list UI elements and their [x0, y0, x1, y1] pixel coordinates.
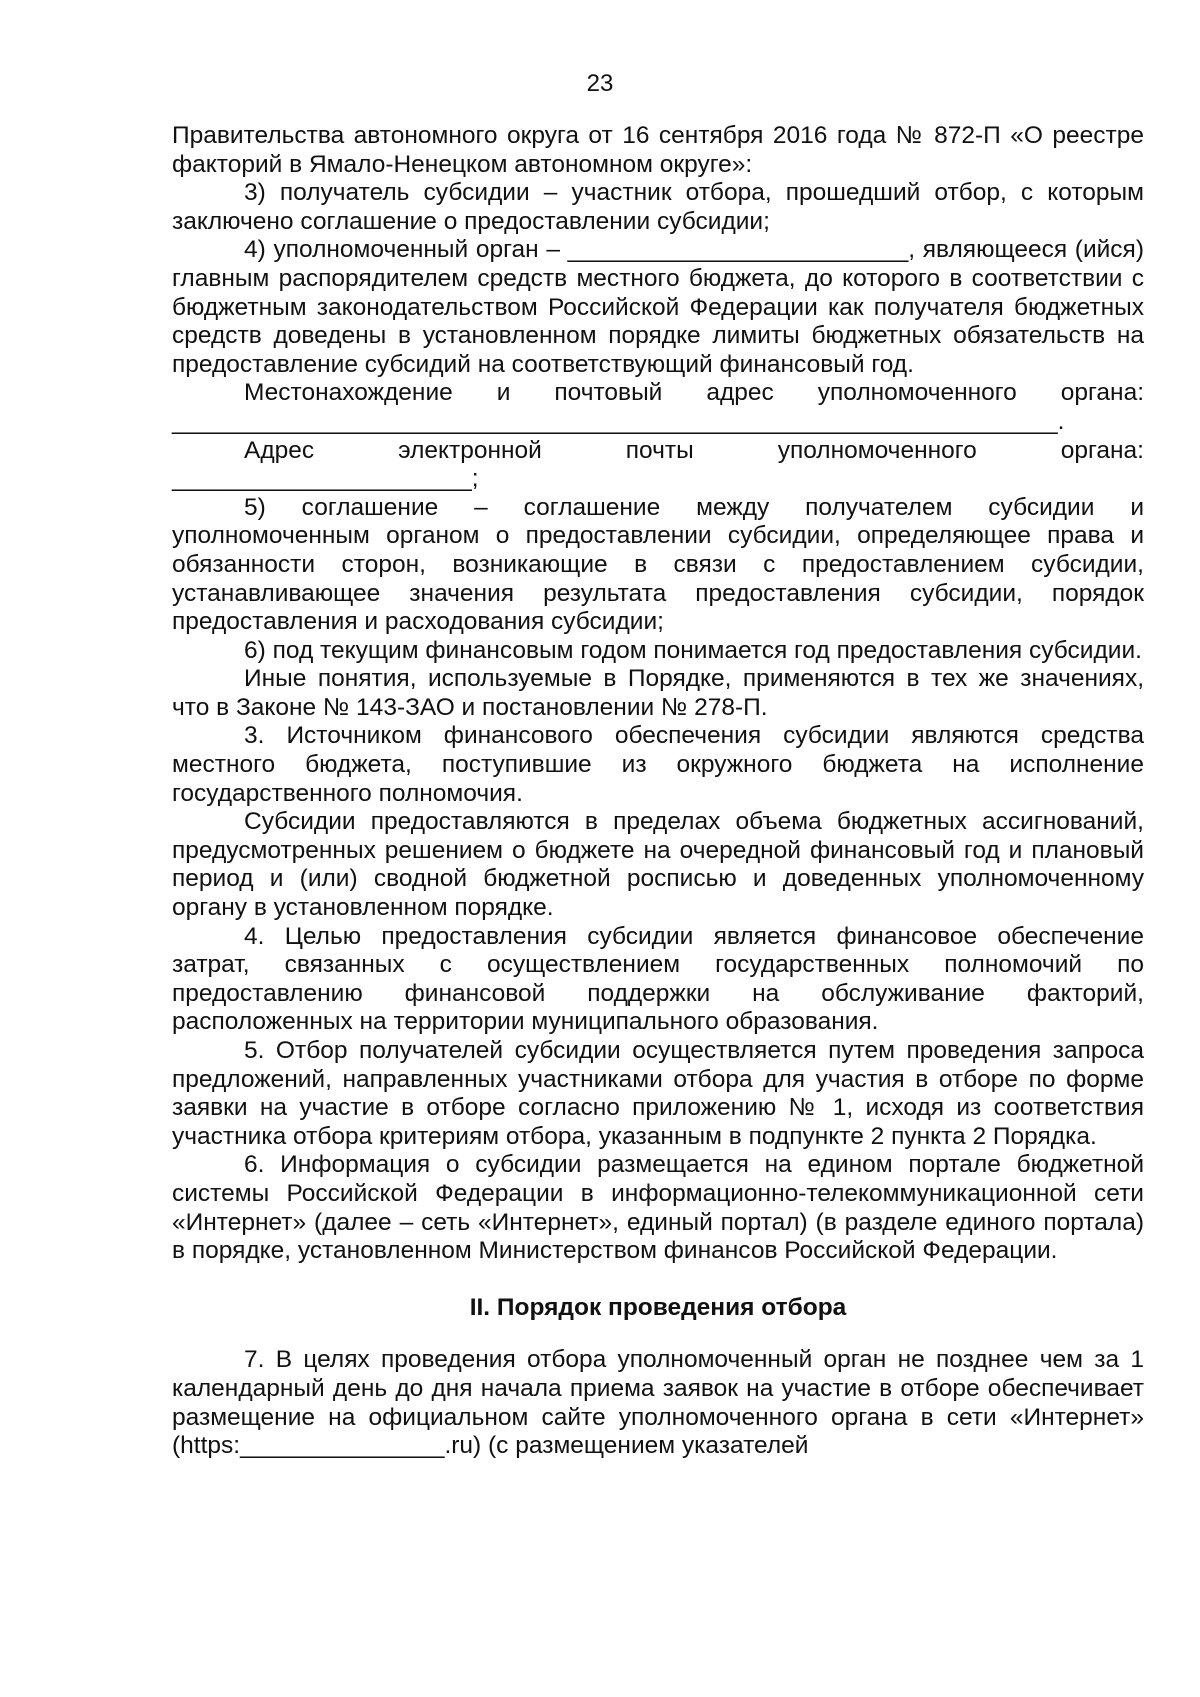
paragraph: Правительства автономного округа от 16 сентября 2016 года № 872-П «О реестре факторий в Ямало-Ненецком автономном округе»:: [172, 122, 1144, 178]
paragraph: Субсидии предоставляются в пределах объема бюджетных ассигнований, предусмотренных решением о бюджете на очередной финансовый год и плановый период и (или) сводной бюджетной росписью и доведенных уполномоченному органу в установленном порядке.: [172, 808, 1144, 922]
paragraph: 4) уполномоченный орган – _________________________, являющееся (ийся) главным распорядителем средств местного бюджета, до которого в соответствии с бюджетным законодательством Российской Федерации как получателя бюджетных средств доведены в установленном порядке лимиты бюджетных обязательств на предоставление субсидий на соответствующий финансовый год.: [172, 236, 1144, 378]
section-heading: II. Порядок проведения отбора: [469, 1293, 847, 1321]
paragraph: 7. В целях проведения отбора уполномоченный орган не позднее чем за 1 календарный день до дня начала приема заявок на участие в отборе обеспечивает размещение на официальном сайте уполномоченного органа в сети «Интернет» (https:_______________.ru) (с размещением указателей: [172, 1346, 1144, 1460]
paragraph: 5. Отбор получателей субсидии осуществляется путем проведения запроса предложений, направленных участниками отбора для участия в отборе по форме заявки на участие в отборе согласно приложению № 1, исходя из соответствия участника отбора критериям отбора, указанным в подпункте 2 пункта 2 Порядка.: [172, 1037, 1144, 1150]
document-body: [172, 122, 1144, 1461]
paragraph: 6. Информация о субсидии размещается на едином портале бюджетной системы Российской Федерации в информационно-телекоммуникационной сети «Интернет» (далее – сеть «Интернет», единый портал) (в разделе единого портала) в порядке, установленном Министерством финансов Российской Федерации.: [172, 1151, 1144, 1265]
paragraph: 6) под текущим финансовым годом понимается год предоставления субсидии.: [244, 636, 1142, 664]
page-number: 23: [586, 70, 614, 97]
paragraph: Иные понятия, используемые в Порядке, применяются в тех же значениях, что в Законе № 143-ЗАО и постановлении № 278-П.: [172, 665, 1144, 721]
paragraph: Местонахождение и почтовый адрес уполномоченного органа: _________________________________________________________________.: [172, 379, 1144, 435]
paragraph: 3. Источником финансового обеспечения субсидии являются средства местного бюджета, поступившие из окружного бюджета на исполнение государственного полномочия.: [172, 722, 1144, 807]
paragraph: 4. Целью предоставления субсидии является финансовое обеспечение затрат, связанных с осуществлением государственных полномочий по предоставлению финансовой поддержки на обслуживание факторий, расположенных на территории муниципального образования.: [172, 922, 1144, 1036]
paragraph: Адрес электронной почты уполномоченного органа: ______________________;: [172, 436, 1144, 493]
paragraph: 5) соглашение – соглашение между получателем субсидии и уполномоченным органом о предоставлении субсидии, определяющее права и обязанности сторон, возникающие в связи с предоставлением субсидии, устанавливающее значения результата предоставления субсидии, порядок предоставления и расходования субсидии;: [172, 493, 1144, 636]
paragraph: 3) получатель субсидии – участник отбора, прошедший отбор, с которым заключено соглашение о предоставлении субсидии;: [172, 179, 1144, 235]
